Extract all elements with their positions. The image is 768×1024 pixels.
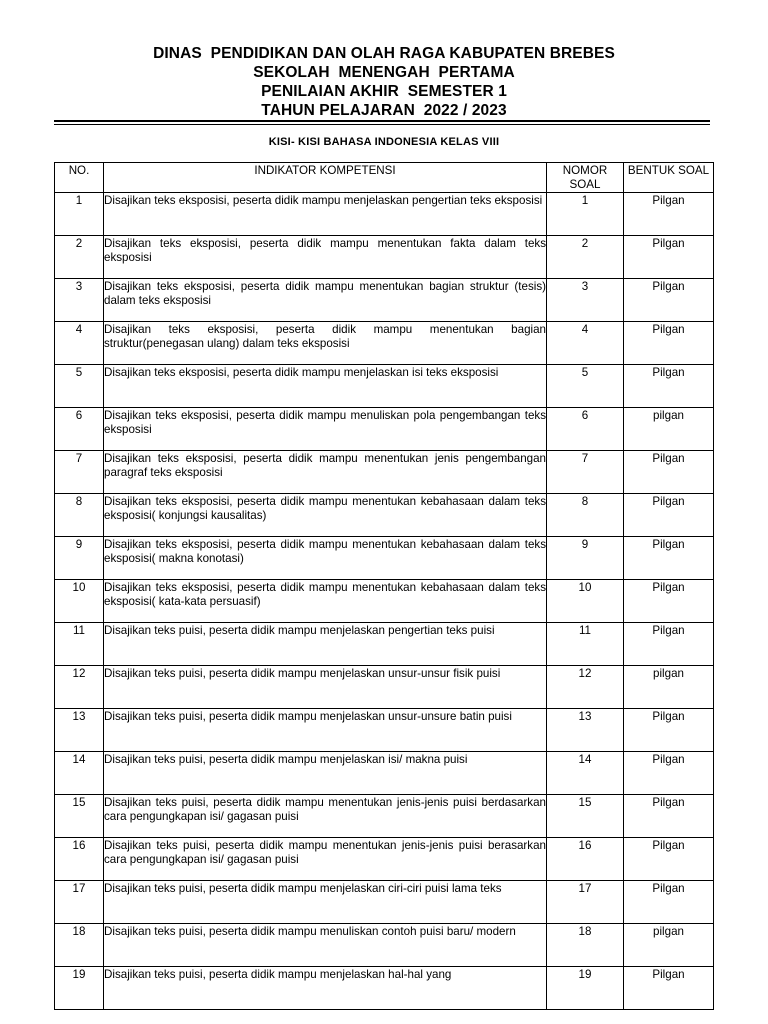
row-nomor-soal: 12 xyxy=(547,666,624,709)
row-number: 7 xyxy=(55,451,104,494)
row-nomor-soal: 2 xyxy=(547,236,624,279)
document-header xyxy=(0,44,768,120)
table-row xyxy=(55,193,714,236)
row-number: 6 xyxy=(55,408,104,451)
row-number: 5 xyxy=(55,365,104,408)
row-nomor-soal: 16 xyxy=(547,838,624,881)
row-number: 11 xyxy=(55,623,104,666)
row-indikator: Disajikan teks eksposisi, peserta didik mampu menentukan kebahasaan dalam teks eksposisi( konjungsi kausalitas) xyxy=(104,494,547,537)
table-row xyxy=(55,279,714,322)
row-bentuk-soal: Pilgan xyxy=(624,193,714,236)
row-nomor-soal: 10 xyxy=(547,580,624,623)
table-row xyxy=(55,494,714,537)
row-indikator: Disajikan teks eksposisi, peserta didik mampu menentukan bagian struktur(penegasan ulang) dalam teks eksposisi xyxy=(104,322,547,365)
row-nomor-soal: 15 xyxy=(547,795,624,838)
column-header-bentuk-soal: BENTUK SOAL xyxy=(624,163,714,193)
kisi-kisi-table xyxy=(54,162,714,1010)
row-nomor-soal: 18 xyxy=(547,924,624,967)
row-number: 10 xyxy=(55,580,104,623)
row-nomor-soal: 1 xyxy=(547,193,624,236)
row-nomor-soal: 9 xyxy=(547,537,624,580)
row-bentuk-soal: Pilgan xyxy=(624,838,714,881)
row-indikator: Disajikan teks puisi, peserta didik mampu menjelaskan hal-hal yang xyxy=(104,967,547,1010)
row-bentuk-soal: Pilgan xyxy=(624,709,714,752)
row-number: 8 xyxy=(55,494,104,537)
row-nomor-soal: 8 xyxy=(547,494,624,537)
row-number: 17 xyxy=(55,881,104,924)
header-divider-thick xyxy=(54,120,710,122)
row-nomor-soal: 7 xyxy=(547,451,624,494)
row-bentuk-soal: pilgan xyxy=(624,924,714,967)
row-bentuk-soal: Pilgan xyxy=(624,752,714,795)
table-row xyxy=(55,924,714,967)
row-indikator: Disajikan teks puisi, peserta didik mampu menuliskan contoh puisi baru/ modern xyxy=(104,924,547,967)
column-header-nomor-soal: NOMOR SOAL xyxy=(547,163,624,193)
table-row xyxy=(55,709,714,752)
row-nomor-soal: 19 xyxy=(547,967,624,1010)
row-nomor-soal: 5 xyxy=(547,365,624,408)
table-row xyxy=(55,322,714,365)
row-indikator: Disajikan teks eksposisi, peserta didik mampu menentukan kebahasaan dalam teks eksposisi( kata-kata persuasif) xyxy=(104,580,547,623)
row-bentuk-soal: Pilgan xyxy=(624,580,714,623)
row-indikator: Disajikan teks eksposisi, peserta didik mampu menentukan kebahasaan dalam teks eksposisi( makna konotasi) xyxy=(104,537,547,580)
table-body xyxy=(55,193,714,1010)
row-bentuk-soal: Pilgan xyxy=(624,365,714,408)
row-bentuk-soal: pilgan xyxy=(624,666,714,709)
row-bentuk-soal: Pilgan xyxy=(624,795,714,838)
row-number: 2 xyxy=(55,236,104,279)
header-assessment: PENILAIAN AKHIR SEMESTER 1 xyxy=(261,83,507,100)
row-indikator: Disajikan teks eksposisi, peserta didik mampu menentukan jenis pengembangan paragraf teks eksposisi xyxy=(104,451,547,494)
row-number: 16 xyxy=(55,838,104,881)
row-indikator: Disajikan teks puisi, peserta didik mampu menentukan jenis-jenis puisi berdasarkan cara pengungkapan isi/ gagasan puisi xyxy=(104,795,547,838)
row-number: 15 xyxy=(55,795,104,838)
row-number: 4 xyxy=(55,322,104,365)
table-row xyxy=(55,967,714,1010)
header-agency: DINAS PENDIDIKAN DAN OLAH RAGA KABUPATEN BREBES xyxy=(153,45,615,62)
table-row xyxy=(55,236,714,279)
row-bentuk-soal: pilgan xyxy=(624,408,714,451)
row-indikator: Disajikan teks puisi, peserta didik mampu menjelaskan unsur-unsure batin puisi xyxy=(104,709,547,752)
row-indikator: Disajikan teks puisi, peserta didik mampu menjelaskan ciri-ciri puisi lama teks xyxy=(104,881,547,924)
table-row xyxy=(55,580,714,623)
row-bentuk-soal: Pilgan xyxy=(624,537,714,580)
row-indikator: Disajikan teks puisi, peserta didik mampu menentukan jenis-jenis puisi berasarkan cara pengungkapan isi/ gagasan puisi xyxy=(104,838,547,881)
row-nomor-soal: 4 xyxy=(547,322,624,365)
table-row xyxy=(55,537,714,580)
row-number: 14 xyxy=(55,752,104,795)
table-row xyxy=(55,451,714,494)
row-number: 13 xyxy=(55,709,104,752)
row-indikator: Disajikan teks eksposisi, peserta didik mampu menjelaskan pengertian teks eksposisi xyxy=(104,193,547,236)
table-row xyxy=(55,795,714,838)
document-subtitle: KISI- KISI BAHASA INDONESIA KELAS VIII xyxy=(268,136,500,148)
row-bentuk-soal: Pilgan xyxy=(624,881,714,924)
row-number: 19 xyxy=(55,967,104,1010)
row-bentuk-soal: Pilgan xyxy=(624,967,714,1010)
row-nomor-soal: 17 xyxy=(547,881,624,924)
row-bentuk-soal: Pilgan xyxy=(624,322,714,365)
table-row xyxy=(55,623,714,666)
row-nomor-soal: 13 xyxy=(547,709,624,752)
row-nomor-soal: 11 xyxy=(547,623,624,666)
table-row xyxy=(55,365,714,408)
row-nomor-soal: 14 xyxy=(547,752,624,795)
header-school: SEKOLAH MENENGAH PERTAMA xyxy=(253,64,515,81)
header-divider-thin xyxy=(54,124,710,125)
row-indikator: Disajikan teks eksposisi, peserta didik mampu menuliskan pola pengembangan teks eksposisi xyxy=(104,408,547,451)
table-row xyxy=(55,408,714,451)
row-bentuk-soal: Pilgan xyxy=(624,451,714,494)
column-header-no: NO. xyxy=(55,163,104,193)
row-number: 1 xyxy=(55,193,104,236)
table-row xyxy=(55,666,714,709)
row-bentuk-soal: Pilgan xyxy=(624,623,714,666)
row-indikator: Disajikan teks puisi, peserta didik mampu menjelaskan unsur-unsur fisik puisi xyxy=(104,666,547,709)
row-indikator: Disajikan teks eksposisi, peserta didik mampu menentukan bagian struktur (tesis) dalam teks eksposisi xyxy=(104,279,547,322)
row-number: 12 xyxy=(55,666,104,709)
row-bentuk-soal: Pilgan xyxy=(624,279,714,322)
row-nomor-soal: 6 xyxy=(547,408,624,451)
row-number: 18 xyxy=(55,924,104,967)
row-indikator: Disajikan teks puisi, peserta didik mampu menjelaskan pengertian teks puisi xyxy=(104,623,547,666)
header-academic-year: TAHUN PELAJARAN 2022 / 2023 xyxy=(261,102,507,119)
row-number: 9 xyxy=(55,537,104,580)
row-indikator: Disajikan teks eksposisi, peserta didik mampu menjelaskan isi teks eksposisi xyxy=(104,365,547,408)
row-nomor-soal: 3 xyxy=(547,279,624,322)
table-header-row xyxy=(55,163,714,193)
table-row xyxy=(55,881,714,924)
row-indikator: Disajikan teks puisi, peserta didik mampu menjelaskan isi/ makna puisi xyxy=(104,752,547,795)
table-row xyxy=(55,752,714,795)
row-number: 3 xyxy=(55,279,104,322)
row-bentuk-soal: Pilgan xyxy=(624,236,714,279)
row-bentuk-soal: Pilgan xyxy=(624,494,714,537)
table-row xyxy=(55,838,714,881)
row-indikator: Disajikan teks eksposisi, peserta didik mampu menentukan fakta dalam teks eksposisi xyxy=(104,236,547,279)
column-header-indikator: INDIKATOR KOMPETENSI xyxy=(104,163,547,193)
